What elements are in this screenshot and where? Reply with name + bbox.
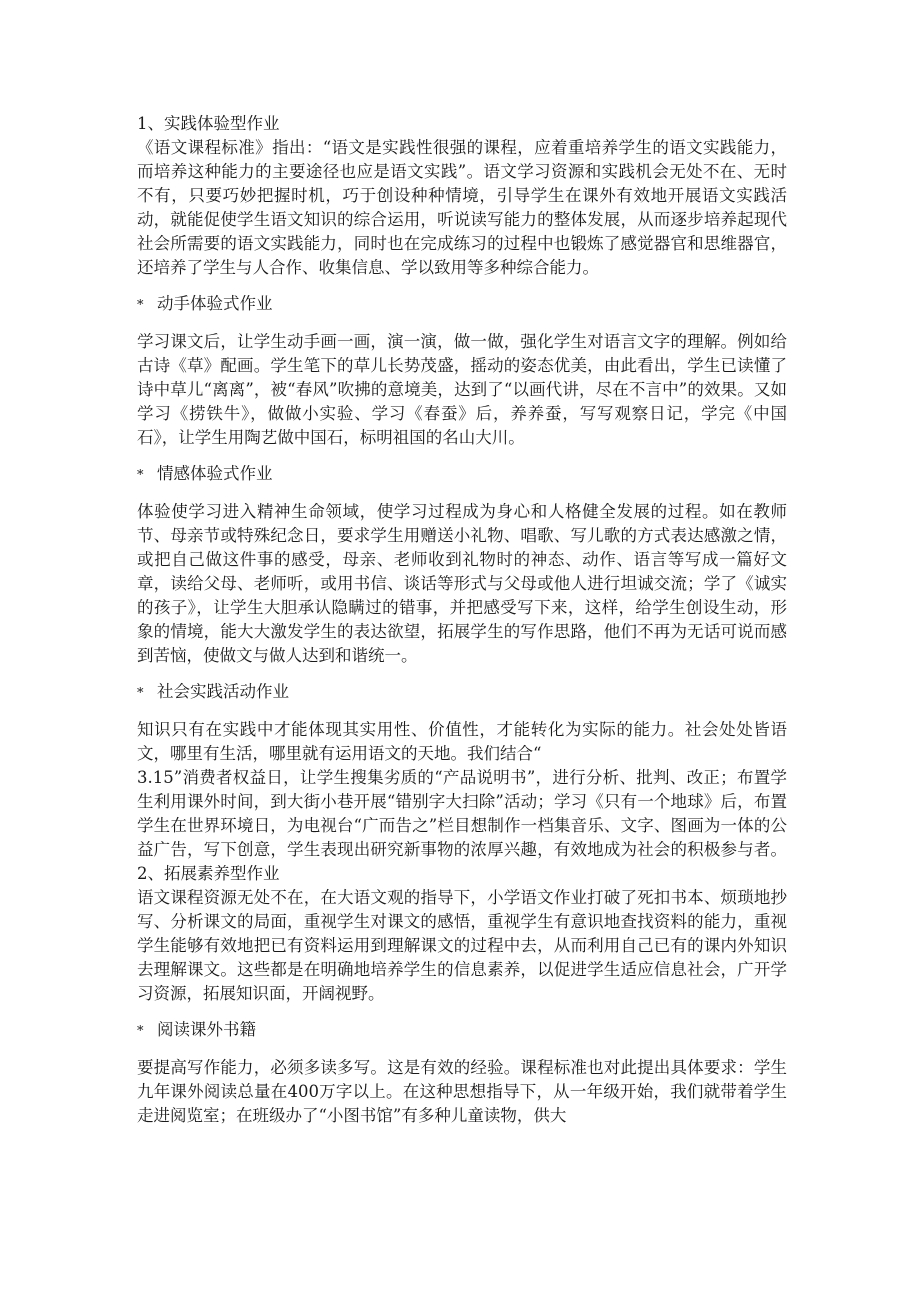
- paragraph-hands-on: 学习课文后，让学生动手画一画，演一演，做一做，强化学生对语言文字的理解。例如给古诗《草》配画。学生笔下的草儿长势茂盛，摇动的姿态优美，由此看出，学生已读懂了诗中草儿“离离”，被“春风”吹拂的意境美，达到了“以画代讲，尽在不言中”的效果。又如学习《捞铁牛》，做做小实验、学习《春蚕》后，养养蚕，写写观察日记，学完《中国石》，让学生用陶艺做中国石，标明祖国的名山大川。: [137, 332, 787, 447]
- paragraph-practice-intro: 《语文课程标准》指出：“语文是实践性很强的课程，应着重培养学生的语文实践能力，而培养这种能力的主要途径也应是语文实践”。语文学习资源和实践机会无处不在、无时不有，只要巧妙把握时机，巧于创设种种情境，引导学生在课外有效地开展语文实践活动，就能促使学生语文知识的综合运用，听说读写能力的整体发展，从而逐步培养起现代社会所需要的语文实践能力，同时也在完成练习的过程中也锻炼了感觉器官和思维器官，还培养了学生与人合作、收集信息、学以致用等多种综合能力。: [137, 138, 787, 277]
- bullet-heading-text: 情感体验式作业: [157, 464, 273, 483]
- document-body: [137, 112, 787, 1128]
- paragraph-expand-literacy: 语文课程资源无处不在，在大语文观的指导下，小学语文作业打破了死扣书本、烦琐地抄写、分析课文的局面，重视学生对课文的感悟，重视学生有意识地查找资料的能力，重视学生能够有效地把已有资料运用到理解课文的过程中去，从而利用自己已有的课内外知识去理解课文。这些都是在明确地培养学生的信息素养，以促进学生适应信息社会，广开学习资源，拓展知识面，开阔视野。: [137, 888, 787, 1003]
- bullet-heading-reading: [137, 1018, 787, 1044]
- bullet-heading-text: 社会实践活动作业: [157, 682, 289, 701]
- bullet-heading-text: 动手体验式作业: [157, 294, 273, 313]
- bullet-marker: *: [137, 686, 144, 701]
- paragraph-social-detail: 3.15”消费者权益日，让学生搜集劣质的“产品说明书”，进行分析、批判、改正；布置学生利用课外时间，到大街小巷开展“错别字大扫除”活动；学习《只有一个地球》后，布置学生在世界环境日，为电视台“广而告之”栏目想制作一档集音乐、文字、图画为一体的公益广告，写下创意，学生表现出研究新事物的浓厚兴趣，有效地成为社会的积极参与者。2、拓展素养型作业: [137, 768, 787, 883]
- paragraph-social-intro: 知识只有在实践中才能体现其实用性、价值性，才能转化为实际的能力。社会处处皆语文，哪里有生活，哪里就有运用语文的天地。我们结合“: [137, 720, 787, 763]
- section-heading-practice: 1、实践体验型作业: [137, 114, 280, 133]
- paragraph-emotion: 体验使学习进入精神生命领域，使学习过程成为身心和人格健全发展的过程。如在教师节、母亲节或特殊纪念日，要求学生用赠送小礼物、唱歌、写儿歌的方式表达感激之情，或把自己做这件事的感受，母亲、老师收到礼物时的神态、动作、语言等写成一篇好文章，读给父母、老师听，或用书信、谈话等形式与父母或他人进行坦诚交流；学了《诚实的孩子》，让学生大胆承认隐瞒过的错事，并把感受写下来，这样，给学生创设生动，形象的情境，能大大激发学生的表达欲望，拓展学生的写作思路，他们不再为无话可说而感到苦恼，使做文与做人达到和谐统一。: [137, 502, 787, 665]
- bullet-marker: *: [137, 298, 144, 313]
- bullet-heading-hands-on: [137, 292, 787, 318]
- bullet-heading-emotion: [137, 462, 787, 488]
- bullet-marker: *: [137, 468, 144, 483]
- paragraph-reading: 要提高写作能力，必须多读多写。这是有效的经验。课程标准也对此提出具体要求：学生九年课外阅读总量在400万字以上。在这种思想指导下，从一年级开始，我们就带着学生走进阅览室；在班级办了“小图书馆”有多种儿童读物，供大: [137, 1058, 787, 1125]
- bullet-marker: *: [137, 1024, 144, 1039]
- bullet-heading-social: [137, 680, 787, 706]
- bullet-heading-text: 阅读课外书籍: [157, 1020, 256, 1039]
